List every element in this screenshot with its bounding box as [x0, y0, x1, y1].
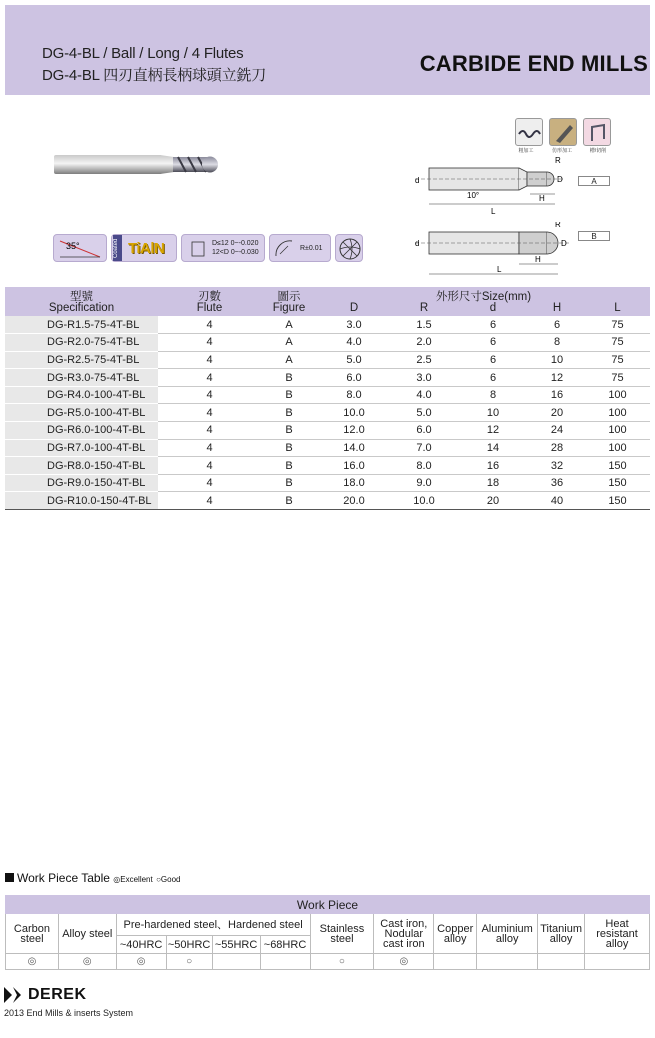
dim-d-label: d — [415, 176, 420, 185]
icon-captions — [512, 147, 612, 154]
cell-flute: 4 — [158, 369, 261, 387]
cell-H: 24 — [529, 422, 585, 440]
col-heat-resistant: Heat resistant alloy — [585, 914, 650, 954]
dim-L-label-b: L — [497, 265, 502, 274]
rating-cell: ○ — [310, 954, 374, 970]
cell-flute: 4 — [158, 422, 261, 440]
cell-d: 6 — [457, 316, 529, 334]
roughing-icon — [515, 118, 543, 146]
cell-d: 16 — [457, 457, 529, 475]
cell-D: 8.0 — [317, 386, 391, 404]
cell-H: 28 — [529, 439, 585, 457]
header-flute-zh: 刃數 — [158, 287, 261, 303]
cell-spec: DG-R8.0-150-4T-BL — [5, 457, 158, 475]
cell-L: 75 — [585, 334, 650, 352]
coating-name: TiAlN — [128, 239, 165, 257]
rating-cell: ◎ — [116, 954, 166, 970]
flute-count-badge — [335, 234, 363, 262]
cell-flute: 4 — [158, 334, 261, 352]
table-row — [5, 316, 650, 334]
cell-H: 12 — [529, 369, 585, 387]
cell-R: 7.0 — [391, 439, 457, 457]
cell-spec: DG-R10.0-150-4T-BL — [5, 492, 158, 510]
col-titanium: Titanium alloy — [538, 914, 585, 954]
subtitle-english: DG-4-BL / Ball / Long / 4 Flutes — [42, 45, 244, 62]
dim-d-label-b: d — [415, 239, 420, 248]
figure-a-tag: A — [578, 176, 610, 186]
table-row — [5, 369, 650, 387]
cell-figure: B — [261, 457, 317, 475]
dim-R-label-b: R — [555, 222, 561, 229]
header-R: R — [391, 303, 457, 316]
rating-cell: ○ — [166, 954, 212, 970]
cell-D: 6.0 — [317, 369, 391, 387]
page-title: CARBIDE END MILLS — [419, 51, 648, 76]
cell-R: 3.0 — [391, 369, 457, 387]
cell-spec: DG-R7.0-100-4T-BL — [5, 439, 158, 457]
figure-b-tag: B — [578, 231, 610, 241]
cell-R: 4.0 — [391, 386, 457, 404]
rating-cell — [260, 954, 310, 970]
dim-D-label: D — [557, 175, 563, 184]
cell-L: 150 — [585, 474, 650, 492]
cell-flute: 4 — [158, 439, 261, 457]
cell-H: 8 — [529, 334, 585, 352]
col-stainless: Stainless steel — [310, 914, 374, 954]
cell-flute: 4 — [158, 316, 261, 334]
rating-cell: ◎ — [374, 954, 434, 970]
cell-figure: B — [261, 422, 317, 440]
slotting-icon — [583, 118, 611, 146]
rating-cell — [212, 954, 260, 970]
cell-H: 40 — [529, 492, 585, 510]
header-figure-zh: 圖示 — [261, 287, 317, 303]
work-piece-table-title: Work Piece — [6, 896, 650, 914]
dim-L-label: L — [491, 207, 496, 216]
cell-L: 100 — [585, 439, 650, 457]
coated-label: Coated — [113, 235, 122, 261]
cell-D: 18.0 — [317, 474, 391, 492]
cell-d: 20 — [457, 492, 529, 510]
radius-tolerance-text: R±0.01 — [300, 245, 323, 252]
cell-H: 16 — [529, 386, 585, 404]
cell-spec: DG-R9.0-150-4T-BL — [5, 474, 158, 492]
header-d: d — [457, 303, 529, 316]
cell-D: 4.0 — [317, 334, 391, 352]
col-carbon-steel: Carbon steel — [6, 914, 59, 954]
col-alloy-steel: Alloy steel — [58, 914, 116, 954]
cell-H: 32 — [529, 457, 585, 475]
cell-spec: DG-R6.0-100-4T-BL — [5, 422, 158, 440]
helix-angle-badge — [53, 234, 107, 262]
cell-R: 1.5 — [391, 316, 457, 334]
brand-name: DEREK — [28, 986, 87, 1003]
dim-D-label-b: D — [561, 239, 567, 248]
col-hrc55: ~55HRC — [212, 936, 260, 954]
cell-R: 2.5 — [391, 351, 457, 369]
cell-D: 5.0 — [317, 351, 391, 369]
cell-L: 75 — [585, 369, 650, 387]
table-row — [5, 474, 650, 492]
feature-badges — [53, 234, 363, 262]
caption-profiling: 仿形加工 — [551, 148, 572, 154]
cell-R: 6.0 — [391, 422, 457, 440]
profiling-icon — [549, 118, 577, 146]
rating-cell — [434, 954, 477, 970]
rating-cell — [585, 954, 650, 970]
cell-d: 14 — [457, 439, 529, 457]
col-hrc68: ~68HRC — [260, 936, 310, 954]
cell-figure: B — [261, 369, 317, 387]
rating-cell — [477, 954, 538, 970]
angle-label: 10° — [467, 191, 480, 200]
cell-H: 10 — [529, 351, 585, 369]
specification-table — [5, 287, 650, 510]
caption-roughing: 粗加工 — [518, 148, 534, 154]
cell-figure: A — [261, 334, 317, 352]
cell-L: 100 — [585, 422, 650, 440]
dim-R-label: R — [555, 156, 561, 165]
cell-figure: B — [261, 404, 317, 422]
bullet-square-icon — [5, 873, 14, 882]
cell-L: 100 — [585, 386, 650, 404]
header-D: D — [317, 303, 391, 316]
page-header — [5, 5, 650, 95]
cell-D: 3.0 — [317, 316, 391, 334]
tolerance-line-2: 12<D 0~-0.030 — [212, 249, 259, 256]
end-mill-photo — [52, 150, 222, 180]
cell-d: 6 — [457, 334, 529, 352]
cell-R: 5.0 — [391, 404, 457, 422]
cell-D: 16.0 — [317, 457, 391, 475]
cell-D: 12.0 — [317, 422, 391, 440]
cell-R: 10.0 — [391, 492, 457, 510]
table-row — [5, 334, 650, 352]
cell-spec: DG-R3.0-75-4T-BL — [5, 369, 158, 387]
header-H: H — [529, 303, 585, 316]
rating-cell: ◎ — [58, 954, 116, 970]
cell-figure: A — [261, 351, 317, 369]
brand-logo — [4, 986, 87, 1004]
col-hrc50: ~50HRC — [166, 936, 212, 954]
rating-row — [6, 954, 650, 970]
subtitle-chinese: DG-4-BL 四刃直柄長柄球頭立銑刀 — [42, 67, 266, 84]
cell-flute: 4 — [158, 386, 261, 404]
cell-R: 9.0 — [391, 474, 457, 492]
table-row — [5, 492, 650, 510]
cell-figure: B — [261, 386, 317, 404]
cell-H: 36 — [529, 474, 585, 492]
work-piece-table — [5, 895, 650, 970]
rating-cell: ◎ — [6, 954, 59, 970]
table-row — [5, 404, 650, 422]
table-row — [5, 439, 650, 457]
cell-D: 14.0 — [317, 439, 391, 457]
cell-figure: B — [261, 474, 317, 492]
cell-flute: 4 — [158, 492, 261, 510]
radius-icon — [272, 236, 298, 262]
cell-figure: B — [261, 439, 317, 457]
cell-flute: 4 — [158, 457, 261, 475]
derek-logo-icon — [4, 987, 24, 1003]
table-row — [5, 351, 650, 369]
cell-spec: DG-R2.0-75-4T-BL — [5, 334, 158, 352]
cell-d: 8 — [457, 386, 529, 404]
cell-spec: DG-R1.5-75-4T-BL — [5, 316, 158, 334]
cell-R: 2.0 — [391, 334, 457, 352]
rating-cell — [538, 954, 585, 970]
table-row — [5, 386, 650, 404]
work-piece-heading — [5, 871, 180, 885]
header-spec-en: Specification — [5, 303, 158, 316]
cell-flute: 4 — [158, 351, 261, 369]
cell-d: 10 — [457, 404, 529, 422]
cell-L: 150 — [585, 457, 650, 475]
cell-H: 6 — [529, 316, 585, 334]
cell-spec: DG-R4.0-100-4T-BL — [5, 386, 158, 404]
helix-angle-label: 35° — [66, 241, 80, 251]
diameter-icon — [186, 236, 210, 262]
header-flute-en: Flute — [158, 303, 261, 316]
tolerance-badge — [181, 234, 265, 262]
col-cast-iron: Cast iron, Nodular cast iron — [374, 914, 434, 954]
cell-spec: DG-R5.0-100-4T-BL — [5, 404, 158, 422]
table-row — [5, 457, 650, 475]
tolerance-line-1: D≤12 0~-0.020 — [212, 240, 259, 247]
col-copper: Copper alloy — [434, 914, 477, 954]
header-figure-en: Figure — [261, 303, 317, 316]
work-piece-title: Work Piece Table — [17, 871, 110, 885]
cell-L: 75 — [585, 351, 650, 369]
cell-d: 12 — [457, 422, 529, 440]
cell-d: 6 — [457, 369, 529, 387]
col-aluminium: Aluminium alloy — [477, 914, 538, 954]
coating-badge — [111, 234, 177, 262]
col-hrc40: ~40HRC — [116, 936, 166, 954]
cell-spec: DG-R2.5-75-4T-BL — [5, 351, 158, 369]
cell-L: 150 — [585, 492, 650, 510]
col-prehardened: Pre-hardened steel、Hardened steel — [116, 914, 310, 936]
cell-d: 6 — [457, 351, 529, 369]
dim-H-label: H — [539, 194, 545, 203]
cell-flute: 4 — [158, 474, 261, 492]
cell-L: 75 — [585, 316, 650, 334]
cell-D: 20.0 — [317, 492, 391, 510]
header-spec-zh: 型號 — [5, 287, 158, 303]
cell-L: 100 — [585, 404, 650, 422]
caption-slotting: 槽/切削 — [589, 148, 607, 154]
table-row — [5, 422, 650, 440]
cell-figure: A — [261, 316, 317, 334]
legend-excellent: ◎Excellent — [113, 875, 153, 884]
radius-tolerance-badge — [269, 234, 331, 262]
four-flute-icon — [336, 235, 364, 263]
cell-d: 18 — [457, 474, 529, 492]
cell-R: 8.0 — [391, 457, 457, 475]
footer-caption: 2013 End Mills & inserts System — [4, 1008, 134, 1018]
cell-H: 20 — [529, 404, 585, 422]
header-L: L — [585, 303, 650, 316]
machining-icons — [515, 118, 611, 146]
figure-a-drawing — [405, 156, 610, 216]
cell-D: 10.0 — [317, 404, 391, 422]
header-dims-zh: 外形尺寸Size(mm) — [317, 287, 650, 303]
legend-good: ○Good — [156, 875, 181, 884]
dim-H-label-b: H — [535, 255, 541, 264]
cell-flute: 4 — [158, 404, 261, 422]
cell-figure: B — [261, 492, 317, 510]
